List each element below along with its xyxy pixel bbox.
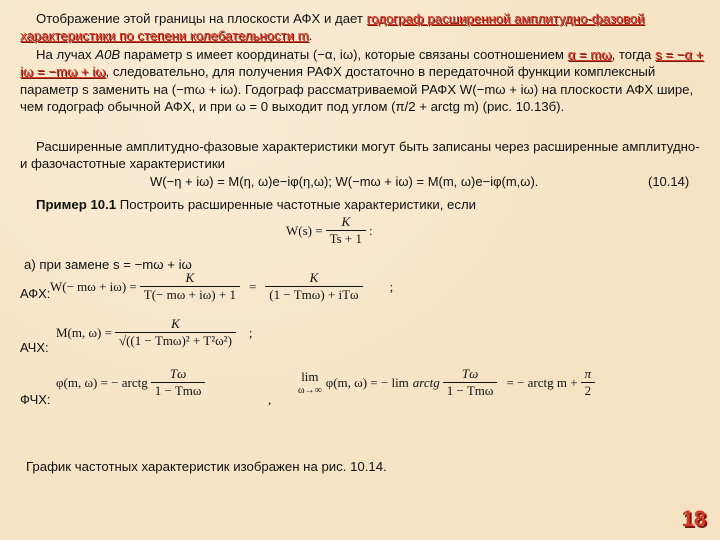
fchh-fraction-3 (581, 366, 596, 399)
fchh-lim-word: lim (301, 369, 319, 384)
paragraph-extended: Расширенные амплитудно-фазовые характеристики могут быть записаны через расширенные амплитудно- и фазочастотные характеристики (20, 139, 700, 172)
paragraph-intro (20, 10, 704, 45)
fchh-part3: = − arctg m + (506, 374, 578, 390)
tf-tail: : (369, 222, 373, 238)
achh-num: K (171, 316, 180, 331)
afh-formula (50, 270, 393, 303)
fchh-part1: φ(m, ω) = − arctg (56, 374, 148, 390)
achh-tail: ; (248, 324, 253, 340)
fchh-lim-sub: ω→∞ (298, 385, 322, 396)
fchh-num2: Tω (461, 366, 479, 381)
example-label: Пример 10.1 (36, 197, 117, 212)
tf-den: Ts + 1 (326, 230, 366, 247)
achh-fraction (115, 316, 236, 349)
afh-fraction-2 (265, 270, 362, 303)
afh-num2: K (309, 270, 319, 285)
afh-lhs: W(− mω + iω) = (50, 278, 137, 294)
tf-num: K (341, 214, 351, 229)
fchh-part2: φ(m, ω) = − lim (325, 374, 409, 390)
highlighted-term: годограф расширенной амплитудно-фазовой характеристики по степени колебательности m (20, 11, 645, 44)
intro-end: . (308, 28, 313, 44)
fchh-den1: 1 − Tmω (151, 382, 206, 399)
tf-fraction (326, 214, 366, 247)
achh-lhs: M(m, ω) = (56, 324, 112, 340)
afh-eq2: = (248, 278, 257, 294)
intro-text: Отображение этой границы на плоскости АФХ и дает (36, 11, 367, 26)
rays-highlight-1: α = mω (567, 47, 612, 62)
rays-text-1: На лучах (36, 47, 96, 62)
fchh-limit (298, 369, 322, 396)
figure-caption: График частотных характеристик изображен на рис. 10.14. (26, 459, 387, 474)
formula-number: (10.14) (648, 174, 690, 189)
fchh-fraction-2 (443, 366, 498, 399)
achh-den: √((1 − Tmω)² + T²ω²) (115, 332, 236, 349)
achh-formula (56, 316, 253, 349)
fchh-fraction-1 (151, 366, 206, 399)
afh-fraction-1 (140, 270, 240, 303)
fchh-den3: 2 (581, 382, 596, 399)
fchh-part2b: arctg (412, 374, 440, 390)
fchh-formula-2 (298, 366, 598, 399)
afh-den1: T(− mω + iω) + 1 (140, 286, 240, 303)
case-a: а) при замене s = −mω + iω (24, 257, 192, 272)
rays-text-3: , тогда (611, 47, 656, 62)
rays-text-4: , следовательно, для получения РАФХ достаточно в передаточной функции комплексный параметр s заменить на (−mω + iω). Годограф рассматриваемой РАФХ W(−mω + iω) на плоскости АФХ шире, чем годограф обычной АФХ, и при ω = 0 выходит под углом (π/2 + arctg m) (рис. 10.13б). (20, 64, 694, 115)
fchh-comma: , (268, 392, 272, 407)
afh-den2: (1 − Tmω) + iTω (265, 286, 362, 303)
page-number: 18 (681, 506, 706, 531)
fchh-num3: π (584, 366, 592, 381)
formula-10-14: W(−η + iω) = M(η, ω)e−iφ(η,ω); W(−mω + iω) = M(m, ω)e−iφ(m,ω). (150, 174, 539, 189)
paragraph-rays (20, 46, 704, 116)
rays-ab: A0B (95, 47, 121, 62)
fchh-num1: Tω (169, 366, 187, 381)
afh-tail: ; (389, 278, 394, 294)
fchh-formula-1 (56, 366, 208, 399)
achh-label: АЧХ: (20, 340, 49, 355)
rays-highlight-2: s = −α + iω = −mω + iω (20, 47, 704, 80)
fchh-den2: 1 − Tmω (443, 382, 498, 399)
example-text: Построить расширенные частотные характеристики, если (116, 197, 477, 212)
rays-text-2: параметр s имеет координаты (−α, iω), которые связаны соотношением (120, 47, 568, 62)
afh-num1: K (185, 270, 195, 285)
afh-label: АФХ: (20, 286, 51, 301)
tf-lhs: W(s) = (286, 222, 323, 238)
example-line (20, 196, 704, 213)
fchh-label: ФЧХ: (20, 392, 51, 407)
transfer-function (286, 214, 373, 247)
